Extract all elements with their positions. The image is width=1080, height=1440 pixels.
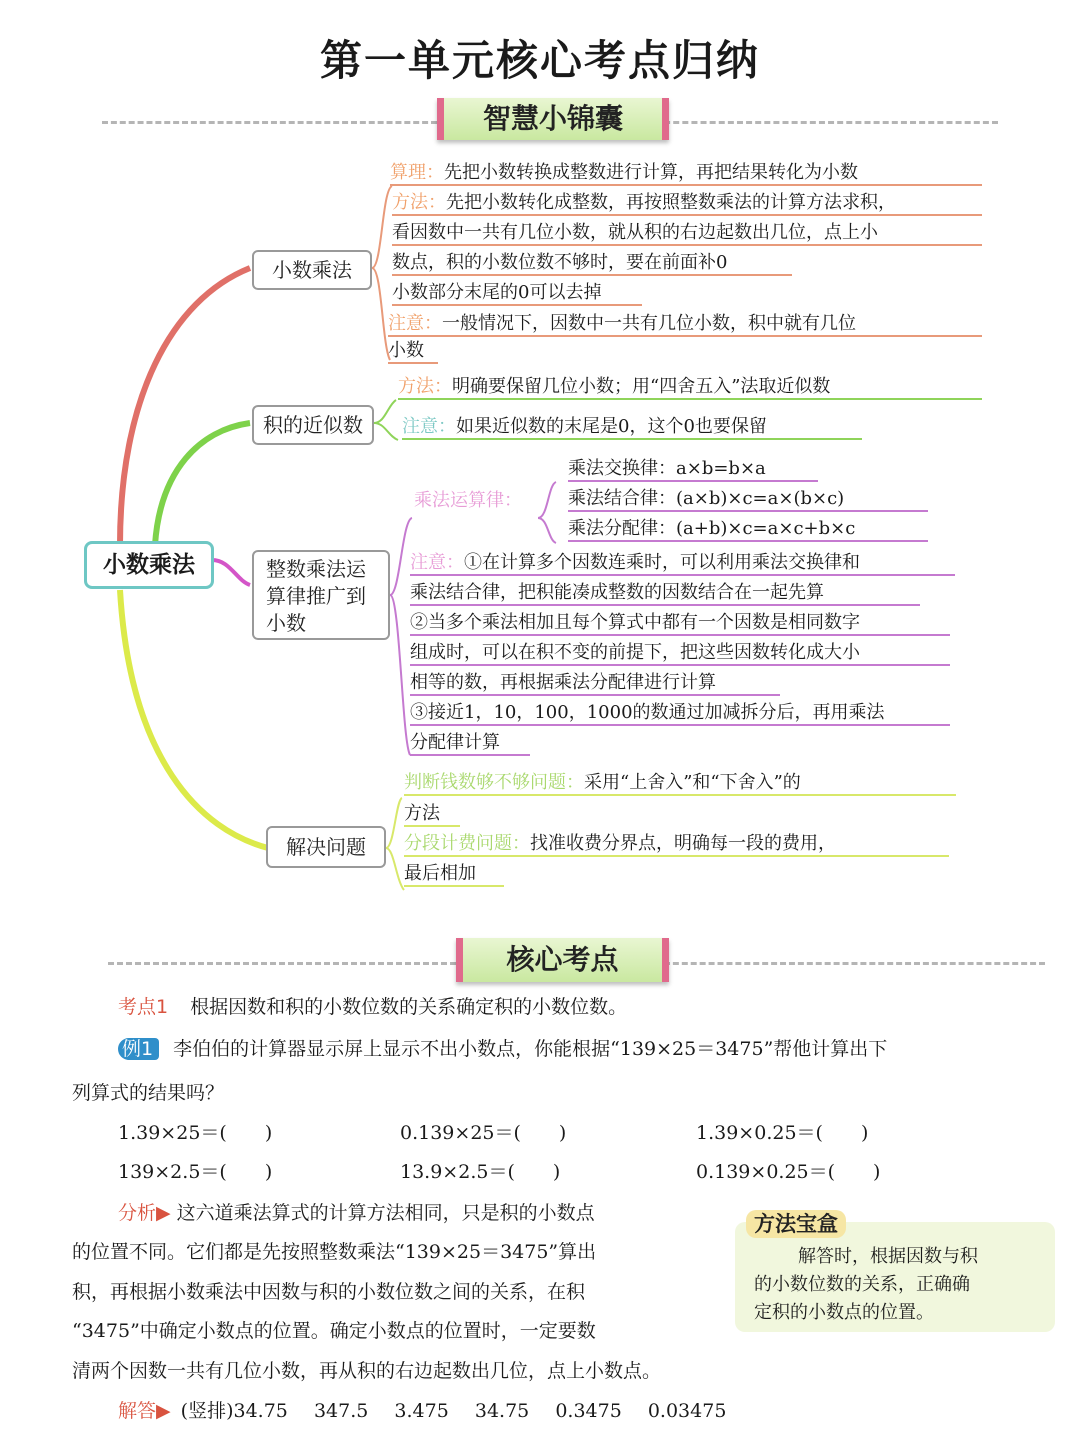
mindmap-line: 方法：先把小数转化成整数，再按照整数乘法的计算方法求积， xyxy=(392,192,982,216)
mindmap-line: 判断钱数够不够问题：采用“上舍入”和“下舍入”的 xyxy=(404,772,956,796)
mindmap-line: 注意：一般情况下，因数中一共有几位小数，积中就有几位 xyxy=(388,313,982,337)
mindmap-line: 数点，积的小数位数不够时，要在前面补0 xyxy=(392,252,792,276)
mindmap-line: ③接近1，10，100，1000的数通过加减拆分后，再用乘法 xyxy=(410,702,950,726)
kaodian-text: 根据因数和积的小数位数的关系确定积的小数位数。 xyxy=(190,996,628,1018)
tip-line: 定积的小数点的位置。 xyxy=(754,1302,934,1323)
answer-row xyxy=(118,1400,726,1422)
problem-1: 1.39×25＝( ) xyxy=(118,1122,273,1144)
tip-line: 解答时，根据因数与积 xyxy=(798,1246,978,1267)
example-badge: 例1 xyxy=(118,1038,159,1060)
mindmap-line: 注意：如果近似数的末尾是0，这个0也要保留 xyxy=(402,416,862,440)
example-text-cont: 列算式的结果吗？ xyxy=(72,1082,225,1104)
analysis-line: 这六道乘法算式的计算方法相同，只是积的小数点 xyxy=(176,1202,595,1224)
example-text: 李伯伯的计算器显示屏上显示不出小数点，你能根据“139×25＝3475”帮他计算出下 xyxy=(173,1038,888,1060)
mindmap-line: 注意：①在计算多个因数连乘时，可以利用乘法交换律和 xyxy=(410,552,955,576)
answer-prefix: (竖排) xyxy=(180,1400,234,1422)
branch-integer-laws: 整数乘法运 算律推广到 小数 xyxy=(252,550,390,640)
mindmap-root: 小数乘法 xyxy=(84,541,214,589)
problem-4: 139×2.5＝( ) xyxy=(118,1161,273,1183)
analysis-line: 清两个因数一共有几位小数，再从积的右边起数出几位，点上小数点。 xyxy=(72,1360,662,1382)
mindmap-line: 小数 xyxy=(388,340,438,364)
answer-value: 34.75 xyxy=(474,1400,530,1422)
kaodian-row xyxy=(118,996,627,1018)
mindmap-line: 分段计费问题：找准收费分界点，明确每一段的费用， xyxy=(404,833,949,857)
answer-value: 347.5 xyxy=(313,1400,369,1422)
answer-label: 解答▶ xyxy=(118,1400,171,1422)
problem-6: 0.139×0.25＝( ) xyxy=(696,1161,881,1183)
mindmap-line: 分配律计算 xyxy=(410,732,530,756)
branch-decimal-multiplication: 小数乘法 xyxy=(252,250,372,290)
analysis-line: 的位置不同。它们都是先按照整数乘法“139×25＝3475”算出 xyxy=(72,1241,597,1263)
branch-approximate-product: 积的近似数 xyxy=(252,405,374,445)
problem-3: 1.39×0.25＝( ) xyxy=(696,1122,869,1144)
section-banner-core: 核心考点 xyxy=(456,938,669,982)
mindmap-line: 方法 xyxy=(404,803,460,827)
analysis-label: 分析▶ xyxy=(118,1202,171,1224)
law-associative: 乘法结合律：(a×b)×c=a×(b×c) xyxy=(568,488,928,512)
kaodian-label: 考点1 xyxy=(118,996,169,1018)
law-distributive: 乘法分配律：(a+b)×c=a×c+b×c xyxy=(568,518,928,542)
divider xyxy=(655,962,1045,965)
mindmap-line: 乘法结合律，把积能凑成整数的因数结合在一起先算 xyxy=(410,582,920,606)
example-row xyxy=(118,1038,887,1060)
mindmap-line: ②当多个乘法相加且每个算式中都有一个因数是相同数字 xyxy=(410,612,950,636)
mindmap-line: 小数部分末尾的0可以去掉 xyxy=(392,282,642,306)
answer-value: 0.03475 xyxy=(647,1400,727,1422)
page-title: 第一单元核心考点归纳 xyxy=(319,36,760,85)
answer-value: 0.3475 xyxy=(555,1400,622,1422)
mindmap-line: 最后相加 xyxy=(404,863,504,887)
answer-value: 3.475 xyxy=(394,1400,449,1422)
law-commutative: 乘法交换律：a×b=b×a xyxy=(568,458,818,482)
answer-value: 34.75 xyxy=(233,1400,288,1422)
section-banner-tips: 智慧小锦囊 xyxy=(437,98,669,140)
mindmap-line: 组成时，可以在积不变的前提下，把这些因数转化成大小 xyxy=(410,642,950,666)
mindmap-line: 看因数中一共有几位小数，就从积的右边起数出几位，点上小 xyxy=(392,222,982,246)
branch-solve-problems: 解决问题 xyxy=(266,826,386,868)
divider xyxy=(108,962,456,965)
mindmap-line: 方法：明确要保留几位小数；用“四舍五入”法取近似数 xyxy=(398,376,982,400)
problem-2: 0.139×25＝( ) xyxy=(400,1122,567,1144)
laws-label: 乘法运算律： xyxy=(414,490,522,511)
analysis-line: 积，再根据小数乘法中因数与积的小数位数之间的关系，在积 xyxy=(72,1281,586,1303)
analysis-line: “3475”中确定小数点的位置。确定小数点的位置时，一定要数 xyxy=(72,1320,596,1342)
mindmap-line: 相等的数，再根据乘法分配律进行计算 xyxy=(410,672,780,696)
problem-5: 13.9×2.5＝( ) xyxy=(400,1161,561,1183)
analysis-row xyxy=(118,1202,595,1224)
tip-line: 的小数位数的关系，正确确 xyxy=(754,1274,970,1295)
mindmap-line: 算理：先把小数转换成整数进行计算，再把结果转化为小数 xyxy=(390,162,982,186)
method-tip-title: 方法宝盒 xyxy=(746,1208,846,1238)
